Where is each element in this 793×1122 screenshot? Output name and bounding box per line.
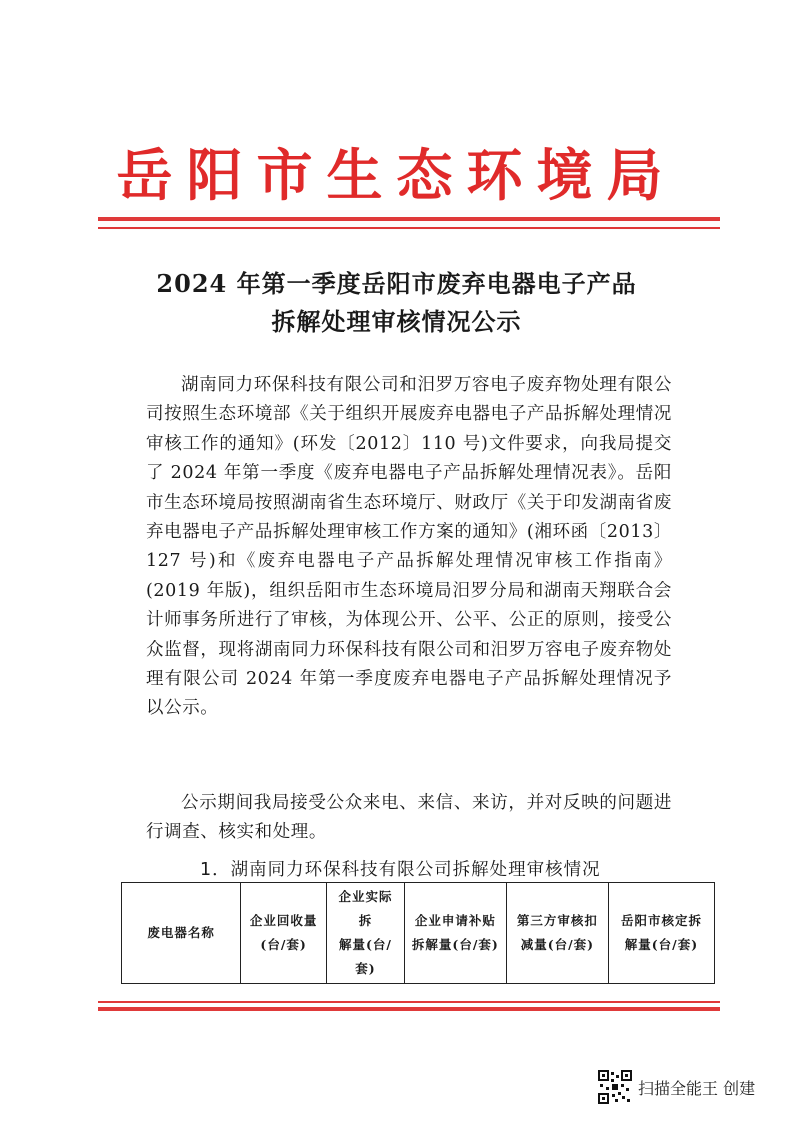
header-text: 拆解量(台/套) bbox=[411, 937, 499, 952]
header-rule-thick bbox=[98, 217, 720, 221]
header-text: 企业实际拆 bbox=[338, 889, 393, 928]
header-cell-name bbox=[122, 883, 241, 984]
header-text: 第三方审核扣 bbox=[516, 913, 598, 928]
header-rule-thin bbox=[98, 227, 720, 229]
body-paragraph-1: 湖南同力环保科技有限公司和汨罗万容电子废弃物处理有限公司按照生态环境部《关于组织开展废弃电器电子产品拆解处理情况审核工作的通知》(环发〔2012〕110 号)文件要求，向我局提交了 2024 年第一季度《废弃电器电子产品拆解处理情况表》。岳阳市生态环境局按照湖南省生态环境厅、财政厅《关于印发湖南省废弃电器电子产品拆解处理审核工作方案的通知》(湘环函〔2013〕127 号)和《废弃电器电子产品拆解处理情况审核工作指南》(2019 年版)，组织岳阳市生态环境局汨罗分局和湖南天翔联合会计师事务所进行了审核，为体现公开、公平、公正的原则，接受公众监督，现将湖南同力环保科技有限公司和汨罗万容电子废弃物处理有限公司 2024 年第一季度废弃电器电子产品拆解处理情况予以公示。 bbox=[146, 375, 672, 719]
header-text: 解量(台/套) bbox=[624, 937, 699, 952]
header-text: 解量(台/ bbox=[338, 937, 392, 952]
body-paragraph-2: 公示期间我局接受公众来电、来信、来访，并对反映的问题进行调查、核实和处理。 bbox=[146, 793, 672, 843]
header-text: 企业申请补贴 bbox=[414, 913, 496, 928]
header-cell-subsidy bbox=[404, 883, 506, 984]
agency-title: 岳阳市生态环境局 bbox=[116, 144, 677, 209]
header-text: 套) bbox=[355, 961, 376, 976]
header-text: 废电器名称 bbox=[147, 925, 215, 940]
header-cell-verified bbox=[608, 883, 714, 984]
footer-rule-thick bbox=[98, 1007, 720, 1011]
header-cell-actual bbox=[327, 883, 405, 984]
header-text: 企业回收量 bbox=[249, 913, 318, 928]
document-title-line1: 2024 年第一季度岳阳市废弃电器电子产品 bbox=[156, 269, 637, 298]
header-text: (台/套) bbox=[260, 937, 307, 952]
watermark-text: 扫描全能王 创建 bbox=[638, 1079, 756, 1098]
header-text: 减量(台/套) bbox=[520, 937, 595, 952]
review-table bbox=[121, 882, 715, 984]
table-header-row bbox=[122, 883, 715, 984]
section-heading: 1．湖南同力环保科技有限公司拆解处理审核情况 bbox=[200, 860, 601, 880]
document-title-line2: 拆解处理审核情况公示 bbox=[271, 307, 522, 336]
header-cell-deduction bbox=[506, 883, 608, 984]
header-cell-recycled bbox=[241, 883, 327, 984]
scanner-watermark bbox=[598, 1068, 788, 1108]
qr-code-icon bbox=[598, 1070, 632, 1104]
header-text: 岳阳市核定拆 bbox=[620, 913, 702, 928]
footer-rule-thin bbox=[98, 1001, 720, 1003]
